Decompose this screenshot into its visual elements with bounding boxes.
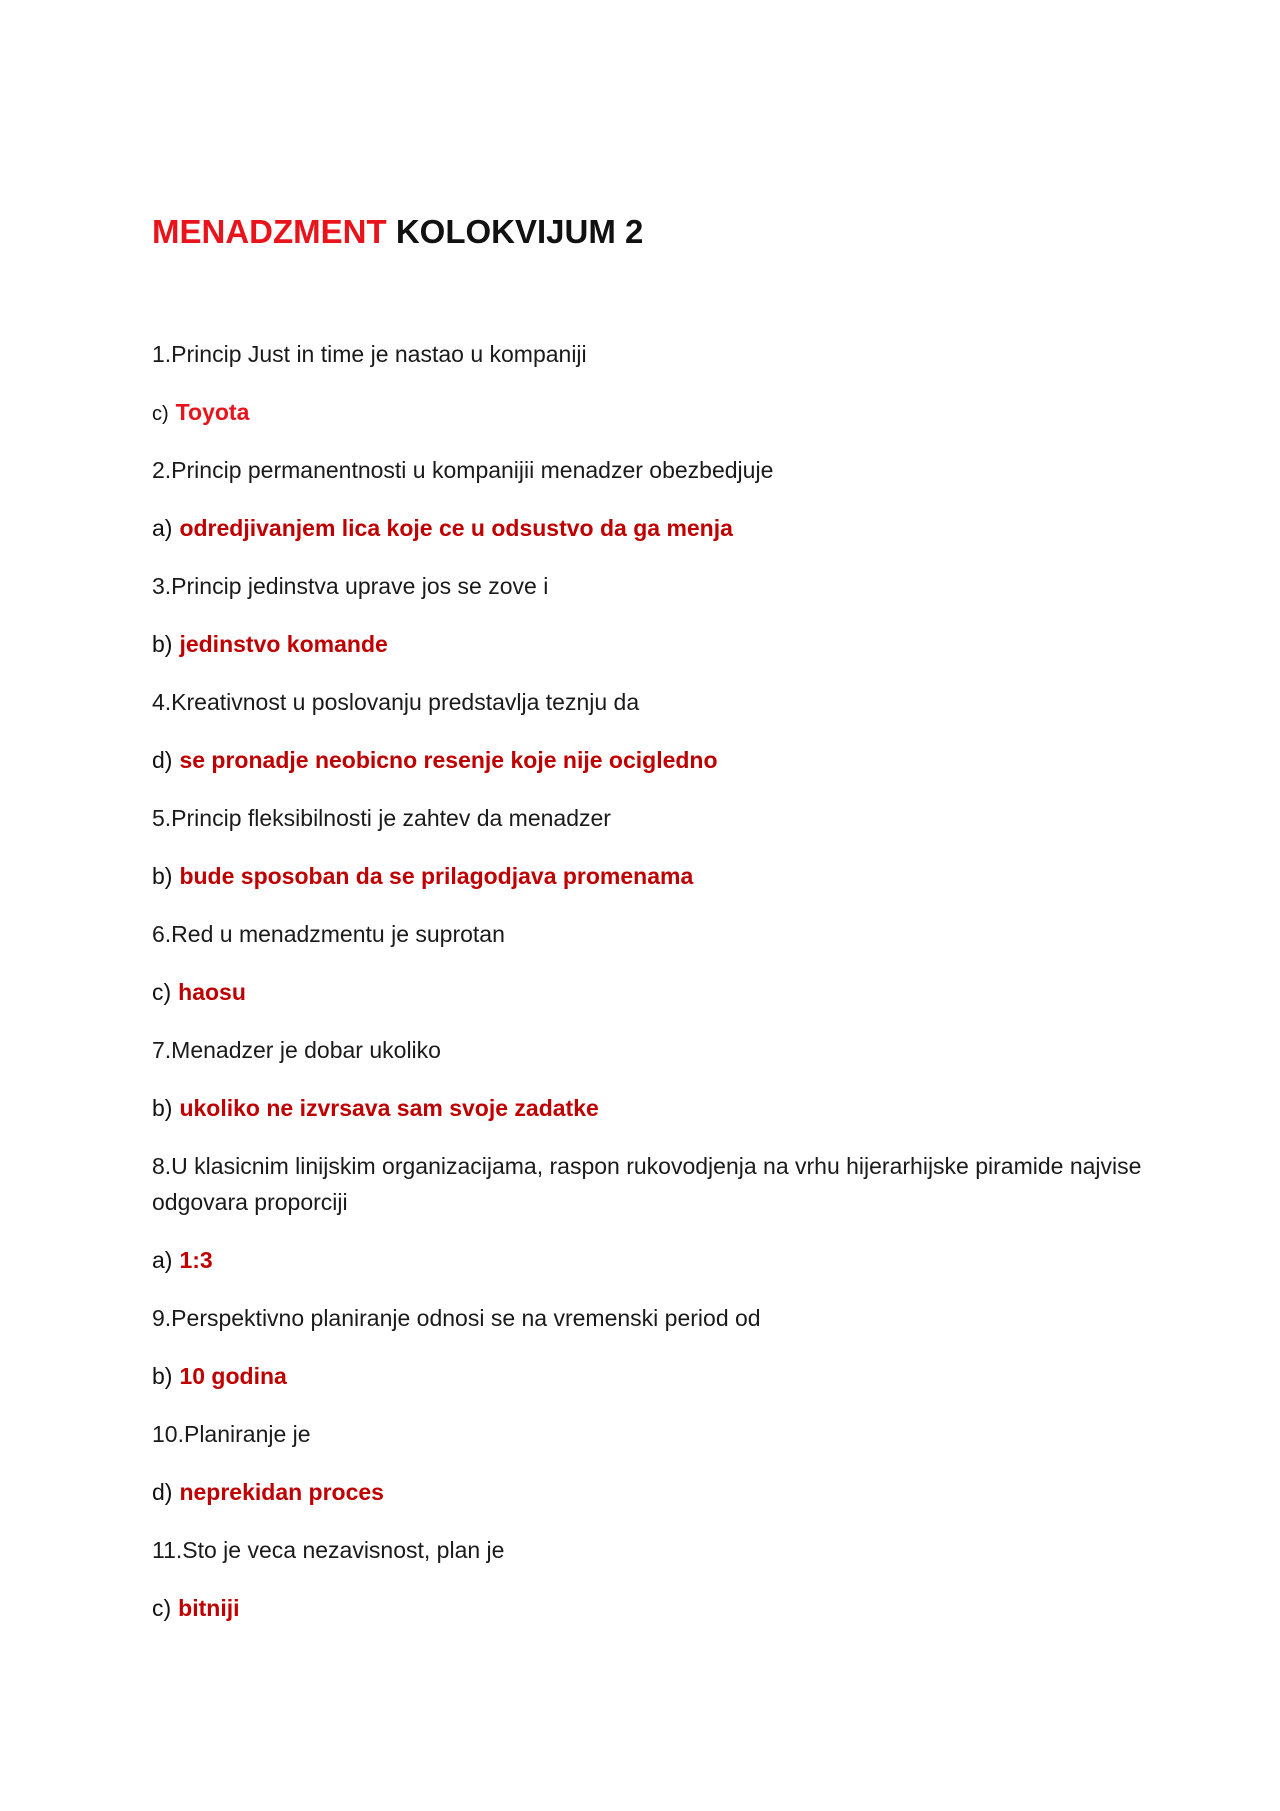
question-text: 2.Princip permanentnosti u kompanijii menadzer obezbedjuje — [152, 457, 774, 483]
document-title — [152, 212, 643, 252]
answer-text: jedinstvo komande — [179, 631, 388, 657]
answer-text: 1:3 — [179, 1247, 213, 1273]
answer-line — [152, 1242, 1152, 1278]
question-text: 7.Menadzer je dobar ukoliko — [152, 1037, 441, 1063]
answer-text: 10 godina — [179, 1363, 287, 1389]
answer-line — [152, 1090, 1152, 1126]
answer-letter: b) — [152, 1363, 173, 1389]
answer-letter: c) — [152, 1595, 172, 1621]
question-text: 9.Perspektivno planiranje odnosi se na vremenski period od — [152, 1305, 761, 1331]
title-red-part: MENADZMENT — [152, 213, 387, 250]
answer-line — [152, 974, 1152, 1010]
answer-text: odredjivanjem lica koje ce u odsustvo da ga menja — [179, 515, 733, 541]
answer-letter: c) — [152, 979, 172, 1005]
question-text: 10.Planiranje je — [152, 1421, 311, 1447]
answer-letter: b) — [152, 631, 173, 657]
title-black-part: KOLOKVIJUM 2 — [395, 213, 644, 250]
question-text: 8.U klasicnim linijskim organizacijama, raspon rukovodjenja na vrhu hijerarhijske piramide najvise odgovara proporciji — [152, 1153, 1142, 1215]
answer-line — [152, 394, 1152, 430]
answer-line — [152, 1358, 1152, 1394]
question-text: 6.Red u menadzmentu je suprotan — [152, 921, 505, 947]
answer-line — [152, 626, 1152, 662]
answer-text: bitniji — [178, 1595, 240, 1621]
answer-letter: c) — [152, 403, 169, 425]
answer-text: neprekidan proces — [179, 1479, 384, 1505]
answer-line — [152, 1474, 1152, 1510]
question-text: 4.Kreativnost u poslovanju predstavlja teznju da — [152, 689, 640, 715]
question-list — [152, 336, 1152, 1648]
answer-line — [152, 1590, 1152, 1626]
answer-line — [152, 742, 1152, 778]
question-text: 1.Princip Just in time je nastao u kompaniji — [152, 341, 587, 367]
answer-text: Toyota — [175, 399, 250, 425]
question-text: 3.Princip jedinstva uprave jos se zove i — [152, 573, 549, 599]
answer-letter: b) — [152, 863, 173, 889]
answer-line — [152, 858, 1152, 894]
answer-text: haosu — [178, 979, 246, 1005]
answer-letter: a) — [152, 1247, 173, 1273]
question-text: 5.Princip fleksibilnosti je zahtev da menadzer — [152, 805, 611, 831]
answer-letter: d) — [152, 1479, 173, 1505]
answer-text: bude sposoban da se prilagodjava promenama — [179, 863, 694, 889]
answer-letter: b) — [152, 1095, 173, 1121]
answer-text: ukoliko ne izvrsava sam svoje zadatke — [179, 1095, 599, 1121]
answer-text: se pronadje neobicno resenje koje nije ocigledno — [179, 747, 718, 773]
answer-letter: d) — [152, 747, 173, 773]
answer-line — [152, 510, 1152, 546]
answer-letter: a) — [152, 515, 173, 541]
question-text: 11.Sto je veca nezavisnost, plan je — [152, 1537, 505, 1563]
